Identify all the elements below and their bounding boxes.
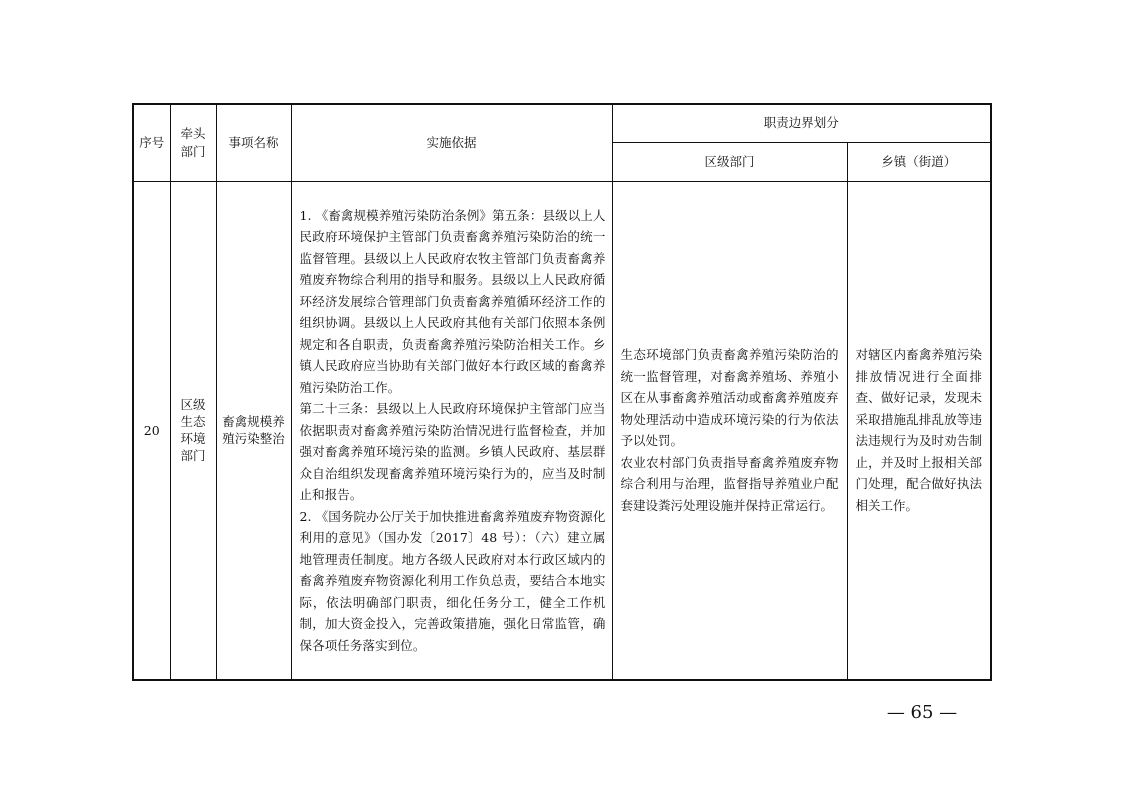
header-basis: 实施依据: [291, 104, 612, 181]
table-row: [133, 181, 991, 680]
header-boundary: 职责边界划分: [612, 104, 991, 142]
row-district-duty: [612, 181, 847, 680]
page-number: — 65 —: [886, 702, 958, 723]
row-item-name-line1: 畜禽规模养: [222, 414, 285, 430]
row-item-name: [216, 181, 291, 680]
row-basis: [291, 181, 612, 680]
header-lead-dept: [170, 104, 216, 181]
duty-table: [132, 103, 992, 681]
header-seq: 序号: [133, 104, 170, 181]
district-duty-paragraph-2: 农业农村部门负责指导畜禽养殖废弃物综合利用与治理，监督指导养殖业户配套建设粪污处理设施并保持正常运行。: [620, 454, 839, 513]
row-lead-dept-line4: 部门: [180, 448, 206, 464]
township-duty-text: 对辖区内畜禽养殖污染排放情况进行全面排查、做好记录，发现未采取措施乱排乱放等违法违规行为及时劝告制止，并及时上报相关部门处理，配合做好执法相关工作。: [855, 347, 983, 513]
row-seq: 20: [133, 181, 170, 680]
row-lead-dept-line1: 区级: [180, 397, 206, 413]
header-lead-dept-line1: 牵头: [180, 125, 206, 141]
header-lead-dept-line2: 部门: [180, 143, 206, 159]
row-lead-dept-line3: 环境: [180, 431, 206, 447]
basis-paragraph-3: 2. 《国务院办公厅关于加快推进畜禽养殖废弃物资源化利用的意见》（国办发〔2017〕48 号）：（六）建立属地管理责任制度。地方各级人民政府对本行政区域内的畜禽养殖废弃物资源化利用工作负总责，要结合本地实际，依法明确部门职责，细化任务分工，健全工作机制，加大资金投入，完善政策措施，强化日常监管，确保各项任务落实到位。: [299, 508, 606, 653]
basis-paragraph-1: 1. 《畜禽规模养殖污染防治条例》第五条：县级以上人民政府环境保护主管部门负责畜禽养殖污染防治的统一监督管理。县级以上人民政府农牧主管部门负责畜禽养殖废弃物综合利用的指导和服务。县级以上人民政府循环经济发展综合管理部门负责畜禽养殖循环经济工作的组织协调。县级以上人民政府其他有关部门依照本条例规定和各自职责，负责畜禽养殖污染防治相关工作。乡镇人民政府应当协助有关部门做好本行政区域的畜禽养殖污染防治工作。: [299, 207, 606, 395]
header-item-name: 事项名称: [216, 104, 291, 181]
basis-paragraph-2: 第二十三条：县级以上人民政府环境保护主管部门应当依据职责对畜禽养殖污染防治情况进行监督检查，并加强对畜禽养殖环境污染的监测。乡镇人民政府、基层群众自治组织发现畜禽养殖环境污染行为的，应当及时制止和报告。: [299, 401, 606, 502]
row-township-duty: [847, 181, 991, 680]
row-lead-dept: [170, 181, 216, 680]
header-township: 乡镇（街道）: [847, 142, 991, 181]
district-duty-paragraph-1: 生态环境部门负责畜禽养殖污染防治的统一监督管理，对畜禽养殖场、养殖小区在从事畜禽养殖活动或畜禽养殖废弃物处理活动中造成环境污染的行为依法予以处罚。: [620, 347, 839, 449]
row-item-name-line2: 殖污染整治: [222, 431, 285, 447]
row-lead-dept-line2: 生态: [180, 414, 206, 430]
header-district: 区级部门: [612, 142, 847, 181]
